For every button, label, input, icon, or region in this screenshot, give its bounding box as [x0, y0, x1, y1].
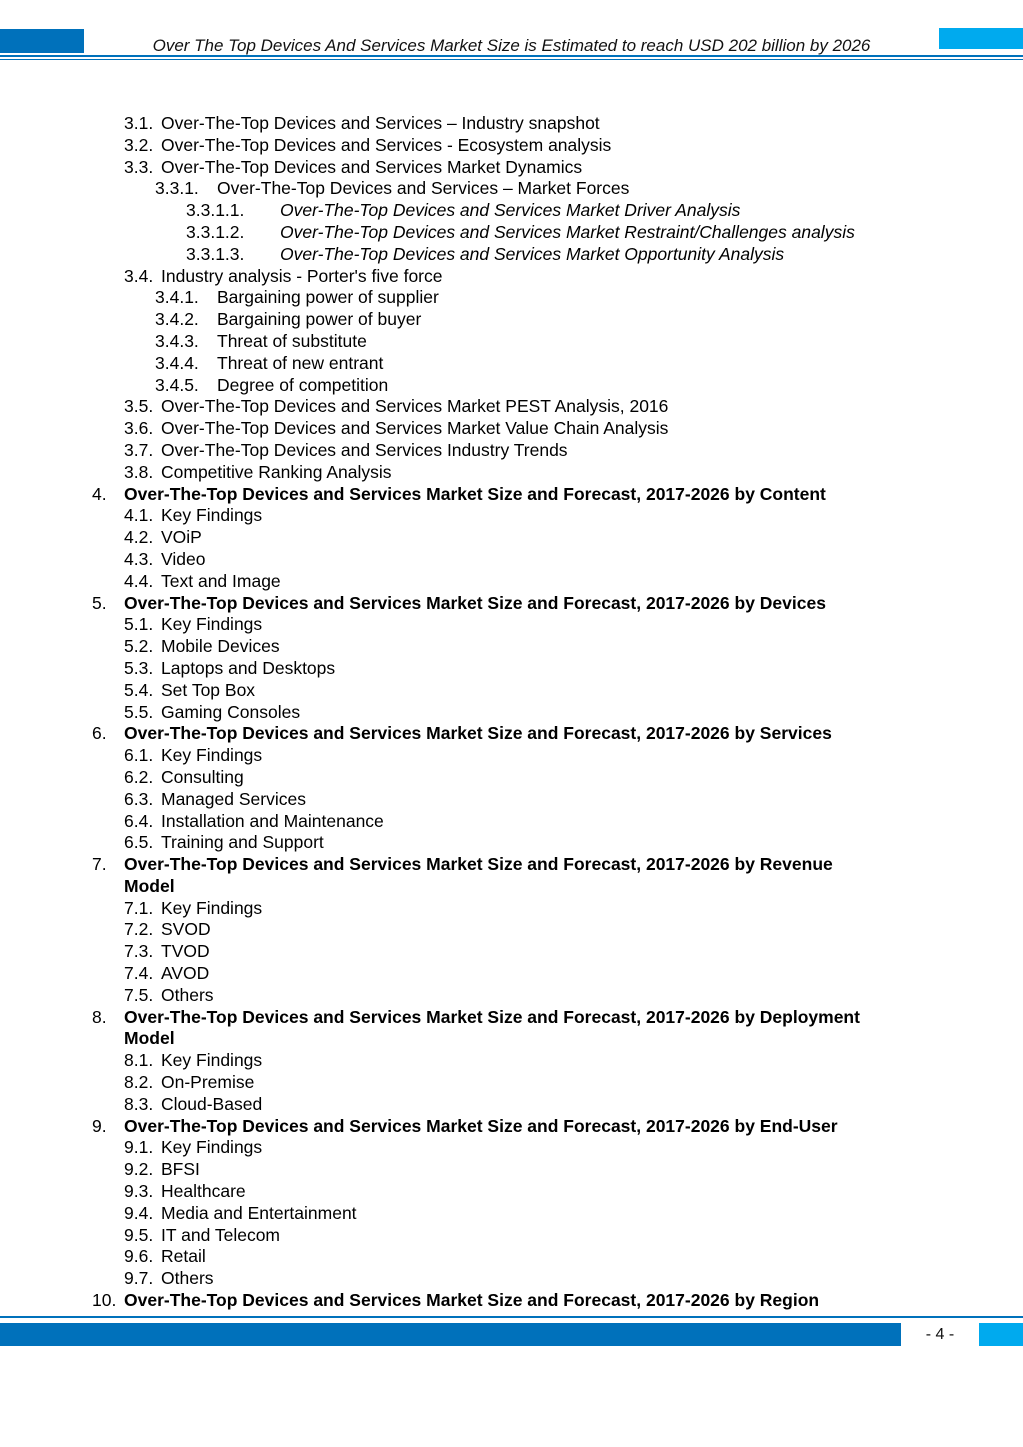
toc-entry-number: 5.1. [124, 614, 154, 635]
toc-entry-number: 5. [92, 592, 107, 613]
toc-entry [0, 266, 1023, 288]
toc-entry-number: 8.3. [124, 1093, 154, 1114]
toc-entry-number: 5.4. [124, 679, 154, 700]
toc-entry-number: 5.3. [124, 657, 154, 678]
toc-entry [0, 309, 1023, 331]
toc-entry-title: Industry analysis - Porter's five force [161, 265, 443, 286]
toc-entry-number: 3.3.1.2. [186, 221, 245, 242]
toc-entry-title: Others [161, 1268, 214, 1289]
toc-entry-title: Threat of substitute [217, 330, 367, 351]
toc-entry-number: 3.7. [124, 439, 154, 460]
toc-entry-title: Set Top Box [161, 679, 256, 700]
toc-entry-title: Retail [161, 1246, 206, 1267]
toc-entry-title: Mobile Devices [161, 636, 280, 657]
toc-entry-title: Bargaining power of supplier [217, 287, 439, 308]
toc-entry-number: 7.4. [124, 963, 154, 984]
toc-entry [0, 745, 1023, 767]
toc-entry-title: VOiP [161, 527, 202, 548]
toc-entry-title: Over-The-Top Devices and Services Industry Trends [161, 439, 568, 460]
toc-entry-title: Bargaining power of buyer [217, 309, 422, 330]
toc-entry-title: Model [124, 1028, 175, 1049]
toc-entry [0, 135, 1023, 157]
toc-entry-number: 6.4. [124, 810, 154, 831]
toc-entry [0, 157, 1023, 179]
toc-entry [0, 287, 1023, 309]
toc-entry-title: Competitive Ranking Analysis [161, 461, 392, 482]
toc-entry-number: 7.5. [124, 984, 154, 1005]
toc-entry-title: Gaming Consoles [161, 701, 301, 722]
toc-entry [0, 658, 1023, 680]
toc-entry [0, 1159, 1023, 1181]
toc-entry [0, 1094, 1023, 1116]
toc-entry-title: Over-The-Top Devices and Services Market Value Chain Analysis [161, 418, 669, 439]
toc-entry [0, 1116, 1023, 1138]
toc-entry-number: 9.2. [124, 1159, 154, 1180]
toc-entry-title: Over-The-Top Devices and Services Market Size and Forecast, 2017-2026 by Devices [124, 592, 826, 613]
toc-entry-title: Over-The-Top Devices and Services Market Dynamics [161, 156, 583, 177]
toc-entry [0, 593, 1023, 615]
toc-entry-number: 6.5. [124, 832, 154, 853]
toc-entry [0, 1007, 1023, 1029]
toc-entry-number: 5.5. [124, 701, 154, 722]
toc-entry-number: 5.2. [124, 636, 154, 657]
toc-entry [0, 985, 1023, 1007]
toc-entry-number: 8.1. [124, 1050, 154, 1071]
toc-entry-number: 6.1. [124, 745, 154, 766]
toc-entry [0, 1028, 1023, 1050]
header-accent-right [939, 28, 1023, 49]
toc-entry-title: Over-The-Top Devices and Services Market Restraint/Challenges analysis [280, 221, 855, 242]
toc-entry-number: 3.6. [124, 418, 154, 439]
toc-entry-title: Others [161, 984, 214, 1005]
toc-entry-title: Cloud-Based [161, 1093, 263, 1114]
toc-entry [0, 527, 1023, 549]
toc-entry-title: Consulting [161, 766, 244, 787]
toc-entry [0, 854, 1023, 876]
toc-entry [0, 898, 1023, 920]
toc-entry-number: 9.4. [124, 1202, 154, 1223]
toc-entry [0, 723, 1023, 745]
toc-entry-title: Installation and Maintenance [161, 810, 384, 831]
toc-entry [0, 832, 1023, 854]
toc-entry-number: 9.1. [124, 1137, 154, 1158]
toc-entry-number: 4.4. [124, 570, 154, 591]
footer-accent-right [979, 1323, 1023, 1346]
toc-entry-title: Media and Entertainment [161, 1202, 357, 1223]
toc-entry-number: 3.3.1.1. [186, 200, 245, 221]
toc-entry-title: Over-The-Top Devices and Services Market Size and Forecast, 2017-2026 by Content [124, 483, 826, 504]
toc-entry [0, 1050, 1023, 1072]
toc-entry [0, 614, 1023, 636]
toc-entry-title: SVOD [161, 919, 211, 940]
toc-entry [0, 702, 1023, 724]
toc-entry-title: Over-The-Top Devices and Services Market Size and Forecast, 2017-2026 by Deployment [124, 1006, 860, 1027]
toc-entry-title: Text and Image [161, 570, 281, 591]
toc-entry-title: Degree of competition [217, 374, 389, 395]
toc-entry-title: IT and Telecom [161, 1224, 281, 1245]
toc-entry-number: 9.5. [124, 1224, 154, 1245]
toc-entry-number: 3.1. [124, 113, 154, 133]
toc-entry [0, 919, 1023, 941]
toc-entry [0, 1181, 1023, 1203]
toc-entry-title: Key Findings [161, 897, 263, 918]
toc-entry-number: 7.3. [124, 941, 154, 962]
toc-entry-title: Key Findings [161, 1050, 263, 1071]
toc-entry [0, 876, 1023, 898]
toc-entry-number: 9.7. [124, 1268, 154, 1289]
toc-entry-title: Over-The-Top Devices and Services Market Opportunity Analysis [280, 243, 785, 264]
toc-entry-number: 6.2. [124, 766, 154, 787]
toc-entry-number: 3.4.2. [155, 309, 199, 330]
toc-entry-number: 3.5. [124, 396, 154, 417]
toc-entry-number: 3.4. [124, 265, 154, 286]
toc-entry [0, 1268, 1023, 1290]
toc-entry-title: Key Findings [161, 745, 263, 766]
toc-entry-title: TVOD [161, 941, 210, 962]
toc-entry-number: 4.3. [124, 548, 154, 569]
header-title: Over The Top Devices And Services Market Size is Estimated to reach USD 202 billion by 2026 [152, 36, 871, 55]
toc-entry-title: Over-The-Top Devices and Services Market Size and Forecast, 2017-2026 by Services [124, 723, 832, 744]
toc-entry-title: Healthcare [161, 1181, 246, 1202]
toc-entry-number: 3.3. [124, 156, 154, 177]
toc-entry-title: Over-The-Top Devices and Services Market Size and Forecast, 2017-2026 by End-User [124, 1115, 838, 1136]
toc-entry-number: 3.4.3. [155, 330, 199, 351]
toc-entry-number: 3.3.1.3. [186, 243, 245, 264]
toc-entry [0, 1203, 1023, 1225]
toc-entry-title: Over-The-Top Devices and Services Market Driver Analysis [280, 200, 741, 221]
toc-entry-title: Key Findings [161, 505, 263, 526]
toc-entry-number: 3.4.5. [155, 374, 199, 395]
toc-entry-title: Video [161, 548, 206, 569]
toc-entry-title: Model [124, 875, 175, 896]
toc-entry [0, 396, 1023, 418]
toc-entry [0, 1225, 1023, 1247]
toc-entry [0, 200, 1023, 222]
footer-bar [0, 1323, 901, 1346]
toc-entry-title: Managed Services [161, 788, 306, 809]
toc-entry-number: 10. [92, 1290, 117, 1311]
toc-entry-number: 7.2. [124, 919, 154, 940]
toc-entry-number: 6. [92, 723, 107, 744]
toc-entry [0, 440, 1023, 462]
toc-entry-title: Over-The-Top Devices and Services Market PEST Analysis, 2016 [161, 396, 669, 417]
footer-rule [0, 1316, 1023, 1318]
toc-entry [0, 418, 1023, 440]
toc-entry-number: 8. [92, 1006, 107, 1027]
table-of-contents [0, 113, 1023, 1312]
page-number: - 4 - [925, 1326, 955, 1343]
toc-entry [0, 244, 1023, 266]
toc-entry-title: BFSI [161, 1159, 200, 1180]
toc-entry-title: Over-The-Top Devices and Services - Ecosystem analysis [161, 134, 612, 155]
toc-entry-number: 3.3.1. [155, 178, 199, 199]
toc-entry-number: 7. [92, 854, 107, 875]
toc-entry-title: On-Premise [161, 1072, 255, 1093]
toc-entry [0, 941, 1023, 963]
toc-entry [0, 505, 1023, 527]
toc-entry-title: Over-The-Top Devices and Services Market Size and Forecast, 2017-2026 by Region [124, 1290, 820, 1311]
toc-entry [0, 549, 1023, 571]
toc-entry [0, 331, 1023, 353]
toc-entry [0, 680, 1023, 702]
toc-entry [0, 1137, 1023, 1159]
header-rule-thin [0, 59, 1023, 60]
toc-entry-title: Over-The-Top Devices and Services – Market Forces [217, 178, 630, 199]
toc-entry [0, 636, 1023, 658]
toc-entry [0, 789, 1023, 811]
toc-entry-title: Training and Support [161, 832, 324, 853]
toc-entry-title: Threat of new entrant [217, 352, 384, 373]
toc-entry-number: 4. [92, 483, 107, 504]
toc-entry-number: 3.2. [124, 134, 154, 155]
toc-entry [0, 1290, 1023, 1312]
toc-entry-number: 9.6. [124, 1246, 154, 1267]
toc-entry-title: Laptops and Desktops [161, 657, 336, 678]
header-rule [0, 55, 1023, 57]
toc-entry-title: Key Findings [161, 614, 263, 635]
toc-entry [0, 462, 1023, 484]
toc-entry-number: 3.4.4. [155, 352, 199, 373]
toc-entry-number: 4.2. [124, 527, 154, 548]
toc-entry-number: 6.3. [124, 788, 154, 809]
toc-entry [0, 1072, 1023, 1094]
toc-entry-number: 8.2. [124, 1072, 154, 1093]
toc-entry-number: 9.3. [124, 1181, 154, 1202]
header-accent-left [0, 29, 84, 53]
toc-entry [0, 113, 1023, 135]
toc-entry-title: Over-The-Top Devices and Services Market Size and Forecast, 2017-2026 by Revenue [124, 854, 833, 875]
toc-entry-number: 9. [92, 1115, 107, 1136]
toc-entry [0, 178, 1023, 200]
toc-entry [0, 767, 1023, 789]
toc-entry [0, 811, 1023, 833]
toc-entry [0, 571, 1023, 593]
toc-entry-title: Key Findings [161, 1137, 263, 1158]
toc-entry-number: 3.8. [124, 461, 154, 482]
toc-entry-number: 4.1. [124, 505, 154, 526]
toc-entry-number: 7.1. [124, 897, 154, 918]
toc-entry-title: Over-The-Top Devices and Services – Industry snapshot [161, 113, 600, 133]
toc-entry-title: AVOD [161, 963, 210, 984]
toc-entry [0, 222, 1023, 244]
toc-entry [0, 484, 1023, 506]
toc-entry [0, 963, 1023, 985]
toc-entry [0, 1246, 1023, 1268]
toc-entry [0, 353, 1023, 375]
toc-entry [0, 375, 1023, 397]
toc-entry-number: 3.4.1. [155, 287, 199, 308]
